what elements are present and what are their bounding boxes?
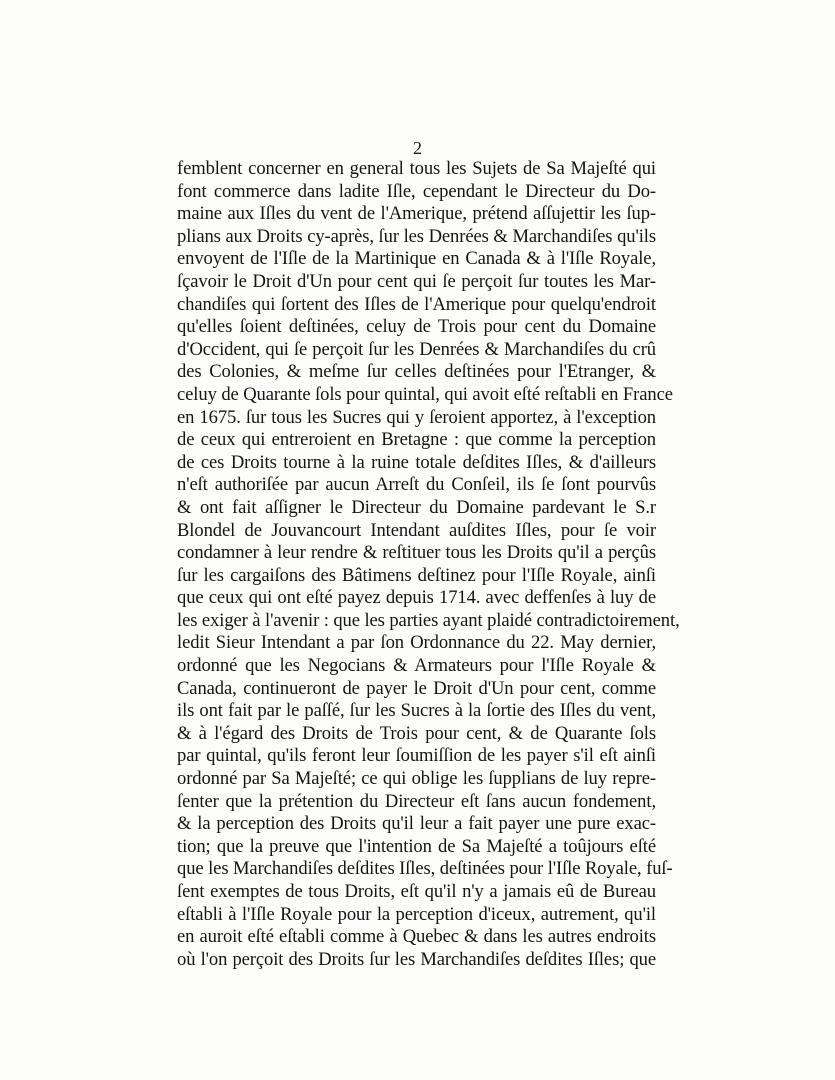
text-line: que les Marchandiſes deſdites Iſles, deſtinées pour l'Iſle Royale, fuſ- <box>177 858 673 880</box>
text-line: où l'on perçoit des Droits ſur les Marchandiſes deſdites Iſles; que <box>177 948 656 970</box>
text-line: envoyent de l'Iſle de la Martinique en Canada & à l'Iſle Royale, <box>177 248 656 270</box>
text-line: eſtabli à l'Iſle Royale pour la perception d'iceux, autrement, qu'il <box>177 903 656 925</box>
text-line: ledit Sieur Intendant a par ſon Ordonnance du 22. May dernier, <box>177 632 656 654</box>
text-line: tion; que la preuve que l'intention de Sa Majeſté a toûjours eſté <box>177 835 656 857</box>
text-line: d'Occident, qui ſe perçoit ſur les Denrées & Marchandiſes du crû <box>177 338 656 360</box>
text-line: que ceux qui ont eſté payez depuis 1714. avec deffenſes à luy de <box>177 587 656 609</box>
body-text <box>177 158 680 971</box>
text-line: font commerce dans ladite Iſle, cependant le Directeur du Do- <box>177 180 656 202</box>
text-line: maine aux Iſles du vent de l'Amerique, prétend aſſujettir les ſup- <box>177 203 656 225</box>
text-line: ſenter que la prétention du Directeur eſt ſans aucun fondement, <box>177 790 656 812</box>
text-line: ſur les cargaiſons des Bâtimens deſtinez pour l'Iſle Royale, ainſi <box>177 564 656 586</box>
text-line: plians aux Droits cy-après, ſur les Denrées & Marchandiſes qu'ils <box>177 225 656 247</box>
text-line: condamner à leur rendre & reſtituer tous les Droits qu'il a perçûs <box>177 542 656 564</box>
text-line: & la perception des Droits qu'il leur a fait payer une pure exac- <box>177 813 656 835</box>
text-line: & à l'égard des Droits de Trois pour cent, & de Quarante ſols <box>177 722 656 744</box>
text-line: Blondel de Jouvancourt Intendant auſdites Iſles, pour ſe voir <box>177 519 656 541</box>
text-line: & ont fait aſſigner le Directeur du Domaine pardevant le S.r <box>177 496 656 518</box>
text-line: ſent exemptes de tous Droits, eſt qu'il n'y a jamais eû de Bureau <box>177 881 656 902</box>
text-line: les exiger à l'avenir : que les parties ayant plaidé contradictoirement, <box>177 609 680 631</box>
text-line: n'eſt authoriſée par aucun Arreſt du Conſeil, ils ſe ſont pourvûs <box>177 474 656 496</box>
text-line: ils ont fait par le paſſé, ſur les Sucres à la ſortie des Iſles du vent, <box>177 700 656 722</box>
page-number: 2 <box>413 138 422 158</box>
text-line: celuy de Quarante ſols pour quintal, qui avoit eſté reſtabli en France <box>177 383 673 405</box>
text-line: par quintal, qu'ils feront leur ſoumiſſion de les payer s'il eſt ainſi <box>177 745 656 767</box>
text-line: Canada, continueront de payer le Droit d'Un pour cent, comme <box>177 677 656 699</box>
text-line: qu'elles ſoient deſtinées, celuy de Trois pour cent du Domaine <box>177 316 656 338</box>
text-line: en auroit eſté eſtabli comme à Quebec & dans les autres endroits <box>177 926 656 948</box>
text-line: ordonné que les Negocians & Armateurs pour l'Iſle Royale & <box>177 655 656 677</box>
text-line: ſçavoir le Droit d'Un pour cent qui ſe perçoit ſur toutes les Mar- <box>177 270 656 292</box>
text-line: femblent concerner en general tous les Sujets de Sa Majeſté qui <box>177 158 656 179</box>
text-line: en 1675. ſur tous les Sucres qui y ſeroient apportez, à l'exception <box>177 406 656 428</box>
text-line: de ces Droits tourne à la ruine totale deſdites Iſles, & d'ailleurs <box>177 451 656 473</box>
text-line: des Colonies, & meſme ſur celles deſtinées pour l'Etranger, & <box>177 361 656 383</box>
text-line: chandiſes qui ſortent des Iſles de l'Amerique pour quelqu'endroit <box>177 293 656 315</box>
text-line: de ceux qui entreroient en Bretagne : que comme la perception <box>177 429 656 451</box>
text-line: ordonné par Sa Majeſté; ce qui oblige les ſupplians de luy repre- <box>177 768 656 790</box>
